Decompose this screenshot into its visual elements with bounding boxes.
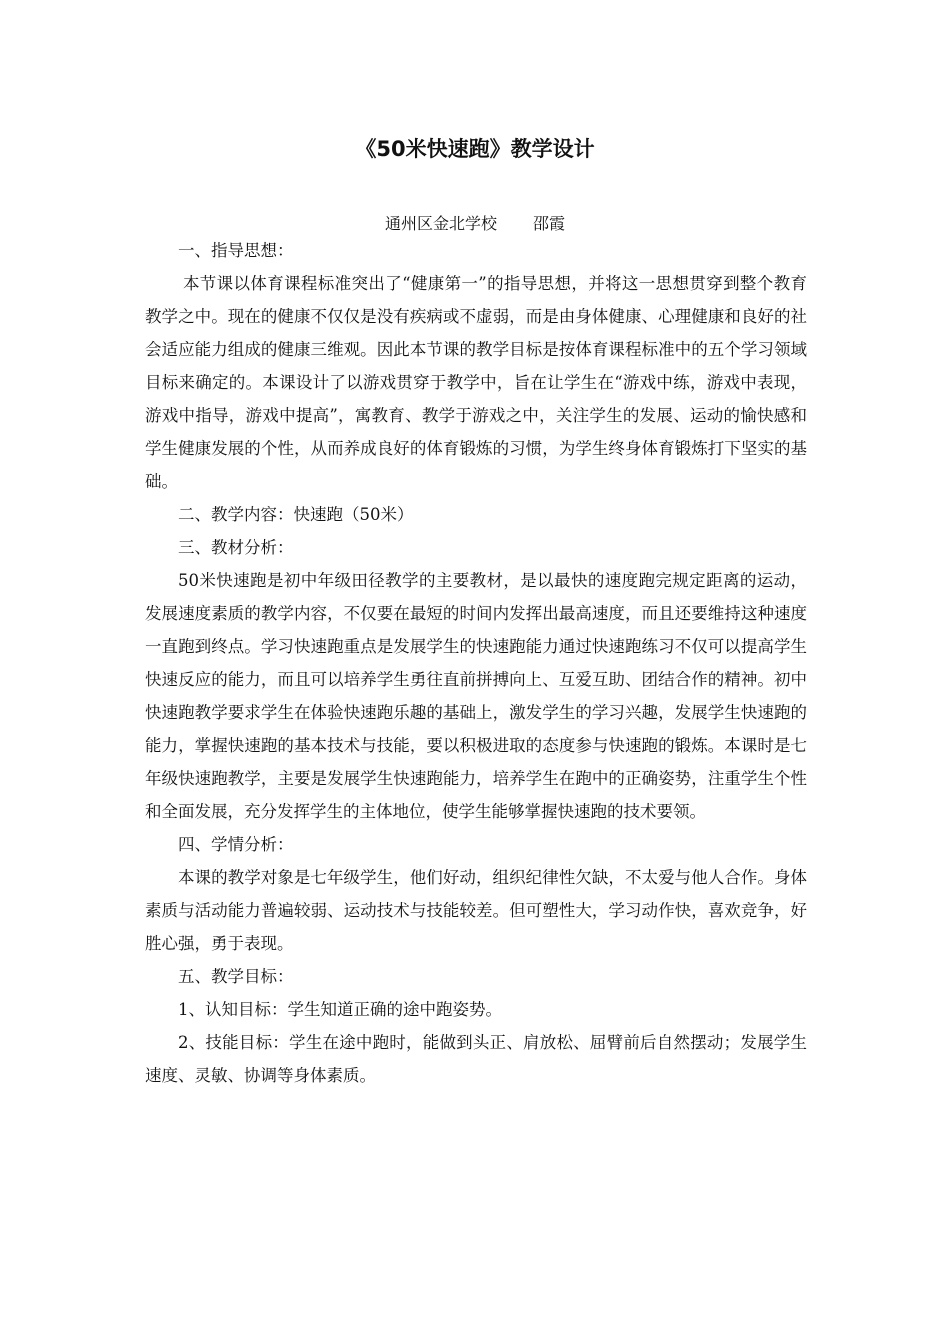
- byline: [0, 213, 950, 235]
- section-heading-teaching-content: 二、教学内容：快速跑（50米）: [178, 505, 414, 524]
- section-heading-teaching-goals: 五、教学目标：: [178, 967, 294, 986]
- goal-item-skill: 2、技能目标：学生在途中跑时，能做到头正、肩放松、屈臂前后自然摆动；发展学生速度、灵敏、协调等身体素质。: [145, 1033, 807, 1085]
- section-heading-student-analysis: 四、学情分析：: [178, 835, 294, 854]
- author-name: 邵霞: [533, 214, 566, 233]
- paragraph-guiding-thought: 本节课以体育课程标准突出了“健康第一”的指导思想，并将这一思想贯穿到整个教育教学之中。现在的健康不仅仅是没有疾病或不虚弱，而是由身体健康、心理健康和良好的社会适应能力组成的健康三维观。因此本节课的教学目标是按体育课程标准中的五个学习领域目标来确定的。本课设计了以游戏贯穿于教学中，旨在让学生在“游戏中练，游戏中表现，游戏中指导，游戏中提高”，寓教育、教学于游戏之中，关注学生的发展、运动的愉快感和学生健康发展的个性，从而养成良好的体育锻炼的习惯，为学生终身体育锻炼打下坚实的基础。: [145, 274, 807, 491]
- paragraph-student-analysis: 本课的教学对象是七年级学生，他们好动，组织纪律性欠缺，不太爱与他人合作。身体素质与活动能力普遍较弱、运动技术与技能较差。但可塑性大，学习动作快，喜欢竞争，好胜心强，勇于表现。: [145, 868, 807, 953]
- paragraph-material-analysis: 50米快速跑是初中年级田径教学的主要教材，是以最快的速度跑完规定距离的运动，发展速度素质的教学内容，不仅要在最短的时间内发挥出最高速度，而且还要维持这种速度一直跑到终点。学习快速跑重点是发展学生的快速跑能力通过快速跑练习不仅可以提高学生快速反应的能力，而且可以培养学生勇往直前拼搏向上、互爱互助、团结合作的精神。初中快速跑教学要求学生在体验快速跑乐趣的基础上，激发学生的学习兴趣，发展学生快速跑的能力，掌握快速跑的基本技术与技能，要以积极进取的态度参与快速跑的锻炼。本课时是七年级快速跑教学，主要是发展学生快速跑能力，培养学生在跑中的正确姿势，注重学生个性和全面发展，充分发挥学生的主体地位，使学生能够掌握快速跑的技术要领。: [145, 571, 807, 821]
- document-title: 《50米快速跑》教学设计: [355, 137, 595, 161]
- document-body: [145, 234, 807, 1092]
- section-heading-material-analysis: 三、教材分析：: [178, 538, 294, 557]
- section-heading-guiding-thought: 一、指导思想：: [178, 241, 294, 260]
- goal-item-cognitive: 1、认知目标：学生知道正确的途中跑姿势。: [178, 1000, 502, 1019]
- school-name: 通州区金北学校: [384, 214, 497, 233]
